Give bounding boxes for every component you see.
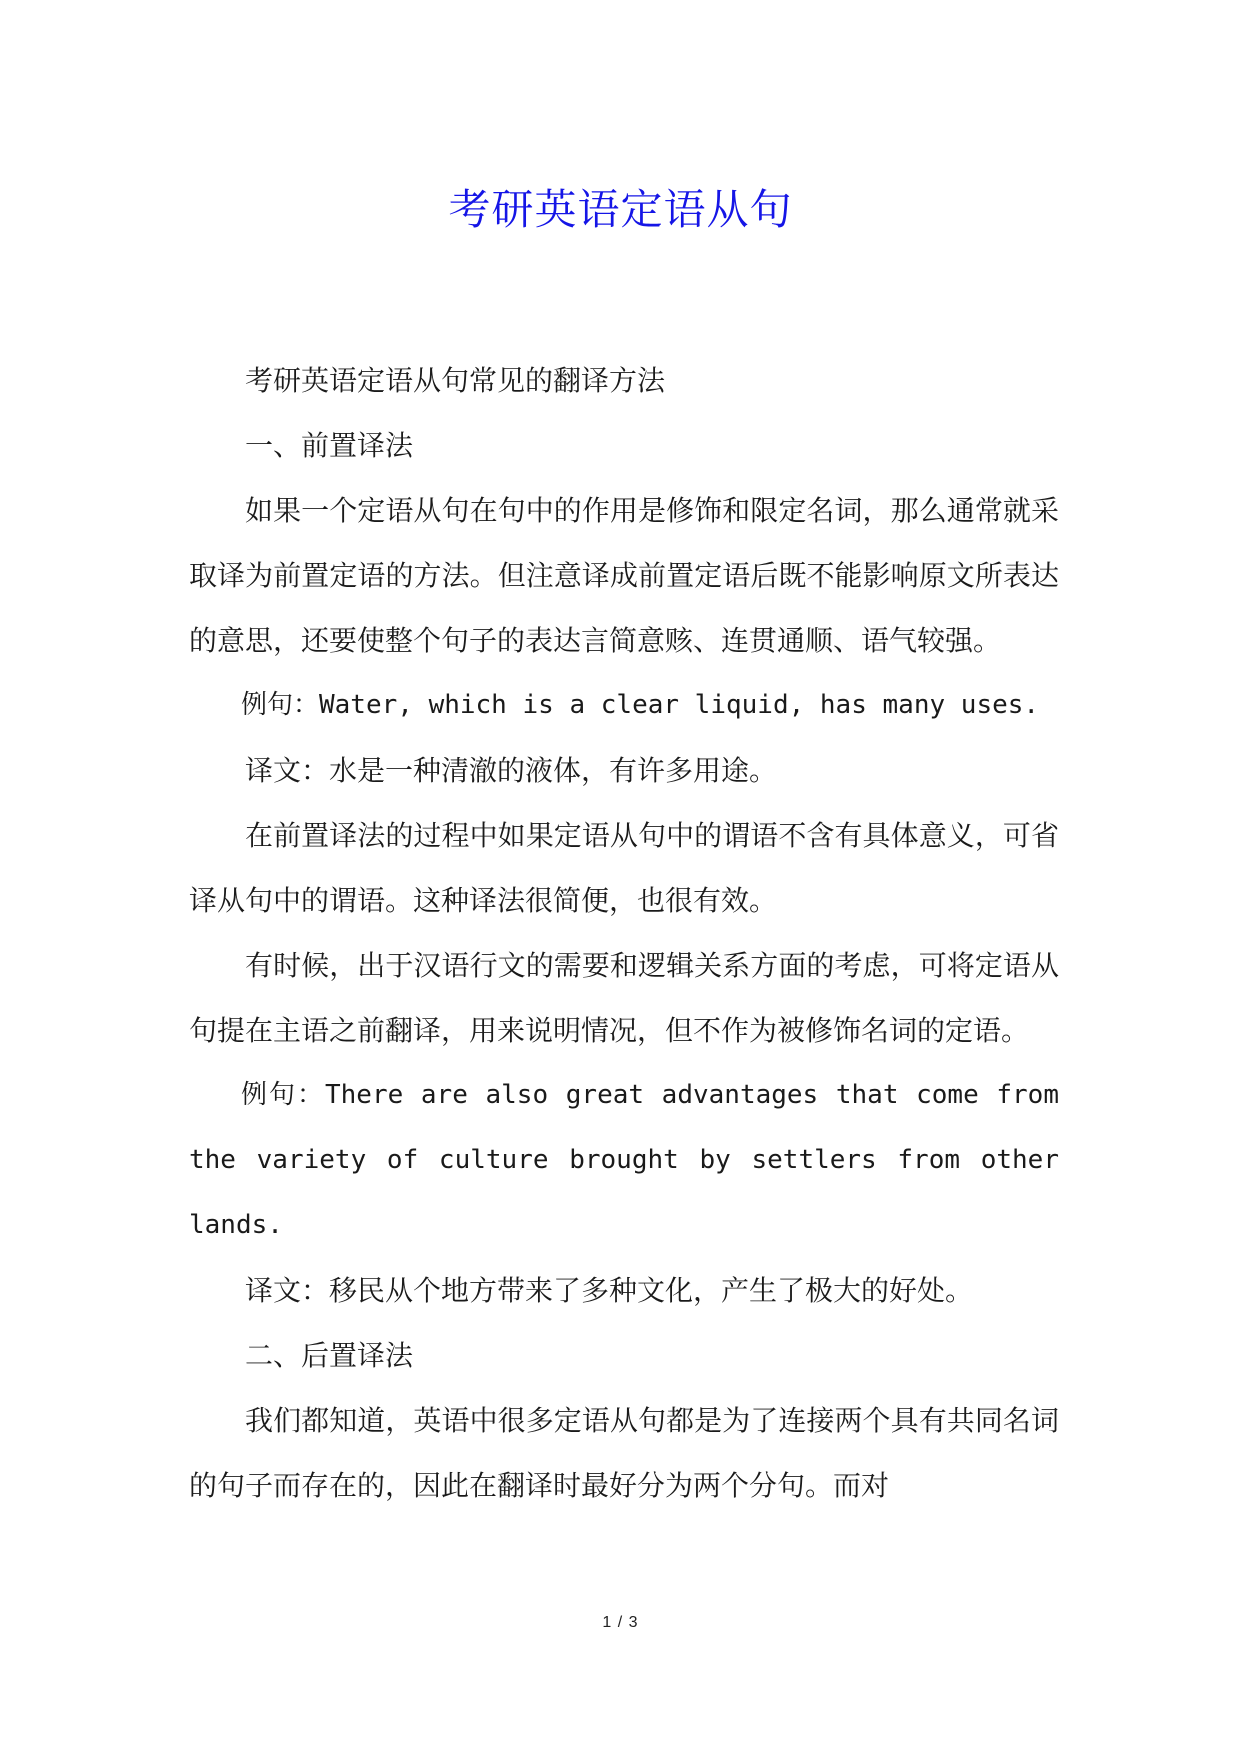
body-paragraph: 如果一个定语从句在句中的作用是修饰和限定名词，那么通常就采取译为前置定语的方法。但注意译成前置定语后既不能影响原文所表达的意思，还要使整个句子的表达言简意赅、连贯通顺、语气较强。 (189, 494, 1059, 657)
document-title: 考研英语定语从句 (448, 185, 793, 235)
example-sentence: 例句：Water, which is a clear liquid, has many uses. (241, 690, 1040, 720)
subsection-heading: 一、前置译法 (245, 429, 414, 462)
document-body (189, 348, 1059, 1518)
translation-sentence: 译文：水是一种清澈的液体，有许多用途。 (245, 754, 778, 787)
example-sentence: 例句：There are also great advantages that come from the variety of culture brought by settlers from other lands. (189, 1080, 1059, 1240)
section-heading: 考研英语定语从句常见的翻译方法 (245, 364, 666, 397)
body-paragraph: 有时候，出于汉语行文的需要和逻辑关系方面的考虑，可将定语从句提在主语之前翻译，用来说明情况，但不作为被修饰名词的定语。 (189, 949, 1059, 1047)
body-paragraph: 我们都知道，英语中很多定语从句都是为了连接两个具有共同名词的句子而存在的，因此在翻译时最好分为两个分句。而对 (189, 1404, 1059, 1502)
subsection-heading: 二、后置译法 (245, 1339, 414, 1372)
body-paragraph: 在前置译法的过程中如果定语从句中的谓语不含有具体意义，可省译从句中的谓语。这种译法很简便，也很有效。 (189, 819, 1059, 917)
translation-sentence: 译文：移民从个地方带来了多种文化，产生了极大的好处。 (245, 1274, 974, 1307)
page-number: 1 / 3 (602, 1614, 639, 1631)
